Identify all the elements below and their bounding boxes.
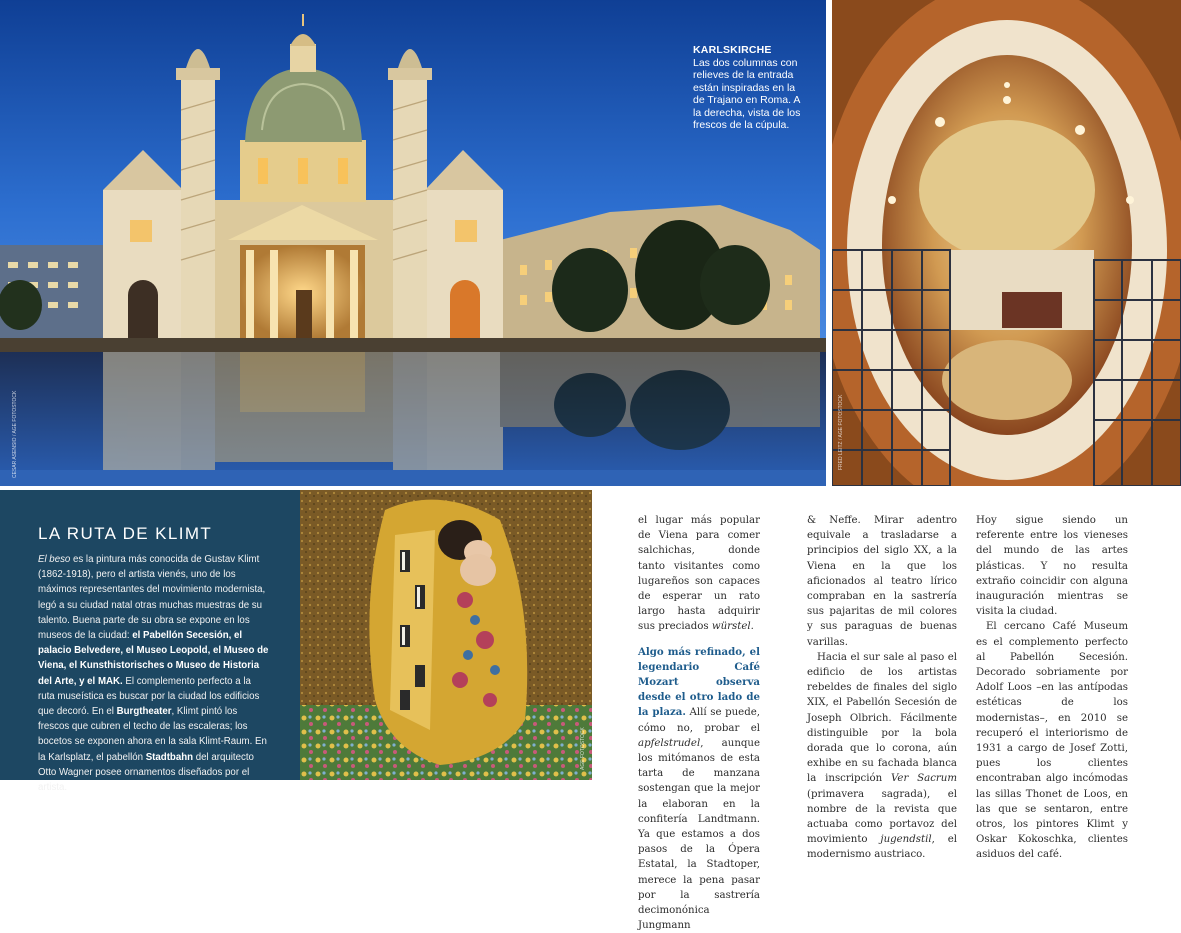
article-text: , aunque los mitómanos de esta tarta de manzana sostengan que la mejor la elaboran en la confitería Landtmann. Ya que estamos a dos pasos de la Ópera Estatal, la Stadtoper, merece la pena pasar por la sastrería decimonónica Jungmann [638, 737, 760, 932]
article-text: jugendstil [880, 834, 932, 846]
sidebar-title: LA RUTA DE KLIMT [38, 524, 213, 543]
article-text: würstel [711, 621, 751, 633]
article-paragraph: Hoy sigue siendo un referente entre los vieneses del mundo de las artes plásticas. Y no resulta extraño coincidir con alguna inauguración mientras se visita la ciudad. [976, 515, 1128, 618]
sidebar-text: El complemento perfecto a la ruta museística es buscar por la ciudad los edificios que decoró. En el [38, 675, 260, 718]
article-text: , el modernismo austriaco. [807, 834, 957, 861]
article-paragraph [638, 645, 760, 933]
article-text: el lugar más popular de Viena para comer salchichas, donde tanto visitantes como lugareños son capaces de esperar un rato largo hasta adquirir sus preciados [638, 515, 760, 633]
sidebar-burgtheater: Burgtheater [116, 706, 172, 718]
dome-frescos-photo [832, 0, 1181, 486]
article-column-2 [807, 513, 957, 863]
article-column-3 [976, 513, 1128, 863]
kiss-illustration [300, 490, 592, 780]
sidebar-text: , Klimt pintó los frescos que cubren el techo de las escaleras; los bocetos se exponen ahora en la sala Klimt-Raum. En la Karlsplatz, el pabellón [38, 706, 267, 763]
sidebar-text: del arquitecto Otto Wagner posee ornamentos diseñados por el artista. [38, 751, 254, 794]
article-paragraph [807, 650, 957, 863]
article-text: (primavera sagrada), el nombre de la revista que actuaba como portavoz del movimiento [807, 788, 957, 846]
the-kiss-painting [300, 490, 592, 780]
article-text: Ver Sacrum [891, 773, 957, 785]
sidebar-stadtbahn: Stadtbahn [145, 751, 194, 763]
article-column-1 [638, 513, 760, 933]
article-text: apfelstrudel [638, 737, 701, 749]
sidebar-text: es la pintura más conocida de Gustav Klimt (1862-1918), pero el artista vienés, uno de los máximos representantes del movimiento modernista, legó a su ciudad natal otras muchas muestras de su talento. Buena parte de su obra se expone en los museos de la ciudad: [38, 554, 266, 642]
karlskirche-caption [693, 44, 805, 132]
sidebar-body [38, 552, 270, 795]
caption-title: KARLSKIRCHE [693, 44, 772, 56]
article-lead-in: Algo más refinado, el legendario Café Mozart observa desde el otro lado de la plaza. [638, 645, 760, 719]
dome-illustration [832, 0, 1181, 486]
photo-credit: CESAR ASENSIO / AGE FOTOSTOCK [12, 390, 18, 478]
sidebar-text: El beso [38, 554, 71, 565]
sidebar-museums: el Pabellón Secesión, el palacio Belvedere, el Museo Leopold, el Museo de Viena, el Kunsthistorisches o Museo de Historia del Arte, y el MAK. [38, 630, 269, 687]
photo-credit: FRED LEITZ / AGE FOTOSTOCK [838, 394, 844, 470]
caption-text: Las dos columnas con relieves de la entrada están inspiradas en la de Trajano en Roma. A la derecha, vista de los frescos de la cúpula. [693, 56, 801, 131]
klimt-sidebar [0, 490, 300, 794]
article-text: Allí se puede, cómo no, probar el [638, 707, 760, 734]
photo-credit: AGE FOTOSTOCK [580, 727, 586, 770]
article-paragraph [638, 513, 760, 635]
karlskirche-photo [0, 0, 826, 486]
article-text: Hacia el sur sale al paso el edificio de los artistas rebeldes de finales del siglo XIX, el Pabellón Secesión de Joseph Olbrich. Fácilmente distinguible por la bola dorada que lo corona, aún exhibe en su fachada blanca la inscripción [807, 651, 957, 785]
article-text: . [750, 621, 754, 633]
article-paragraph: & Neffe. Mirar adentro equivale a trasladarse a principios del siglo XX, a la Viena en la que los aficionados al teatro lírico compraban en la sastrería sus pajaritas de mil colores y sus paraguas de buenas varillas. [807, 515, 957, 648]
article-paragraph: El cercano Café Museum es el complemento perfecto al Pabellón Secesión. Decorado sobriamente por Adolf Loos –en las antípodas estéticas de los modernistas–, en 2010 se recuperó el interiorismo de 1931 a cargo de Josef Zotti, pues los clientes encontraban algo incómodas las sillas Thonet de Loos, en las que se sentaron, entre otros, los pintores Klimt y Oskar Kokoschka, clientes asiduos del café. [976, 621, 1128, 861]
